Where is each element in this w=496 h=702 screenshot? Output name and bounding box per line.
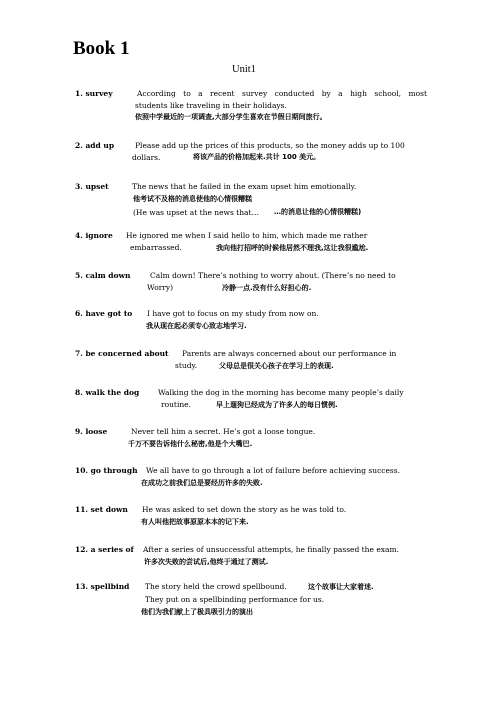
entry-sentence: students like traveling in their holidays. xyxy=(135,101,287,110)
entry-term: 7. be concerned about xyxy=(75,349,169,358)
entry-translation: 千万不要告诉他什么秘密,他是个大嘴巴. xyxy=(128,440,253,448)
entry-translation: 冷静一点.没有什么好担心的. xyxy=(222,284,312,292)
entry-term: 10. go through xyxy=(75,466,138,475)
entry-translation: 依照中学最近的一项调查,大部分学生喜欢在节假日期间旅行。 xyxy=(135,113,327,121)
entry-sentence: According to a recent survey conducted by a high school, most xyxy=(137,89,427,98)
entry-translation: 这个故事让大家着迷. xyxy=(308,583,374,591)
unit-title: Unit1 xyxy=(232,64,256,75)
entry-term: 8. walk the dog xyxy=(75,388,140,397)
entry-translation: 父母总是很关心孩子在学习上的表现. xyxy=(219,362,334,370)
entry-term: 2. add up xyxy=(75,141,115,150)
entry-translation: …的消息让他的心情很糟糕) xyxy=(274,208,362,216)
entry-sentence: dollars. xyxy=(132,153,161,162)
entry-term: 9. loose xyxy=(75,427,108,436)
entry-translation: 许多次失败的尝试后,他终于通过了测试. xyxy=(144,558,269,566)
entry-sentence: Parents are always concerned about our performance in xyxy=(182,349,397,358)
entry-sentence: I have got to focus on my study from now on. xyxy=(147,309,319,318)
entry-translation: 在成功之前我们总是要经历许多的失败. xyxy=(141,479,263,487)
entry-sentence: embarrassed. xyxy=(130,243,182,252)
entry-term: 1. survey xyxy=(75,89,113,98)
entry-sentence: Worry) xyxy=(147,283,174,292)
entry-sentence: They put on a spellbinding performance for us. xyxy=(145,595,325,604)
entry-sentence: We all have to go through a lot of failure before achieving success. xyxy=(146,466,400,475)
entry-term: 4. ignore xyxy=(75,231,113,240)
entry-sentence: The news that he failed in the exam upset him emotionally. xyxy=(132,182,357,191)
entry-term: 13. spellbind xyxy=(75,582,130,591)
entry-sentence: After a series of unsuccessful attempts, he finally passed the exam. xyxy=(143,545,399,554)
entry-sentence: He ignored me when I said hello to him, which made me rather xyxy=(126,231,368,240)
entry-translation: 他考试不及格的消息使他的心情很糟糕 xyxy=(133,195,252,203)
entry-term: 3. upset xyxy=(75,182,109,191)
entry-term: 5. calm down xyxy=(75,271,131,280)
entry-sentence: study. xyxy=(175,361,198,370)
entry-sentence: The story held the crowd spellbound. xyxy=(145,582,287,591)
entry-term: 11. set down xyxy=(75,505,128,514)
entry-sentence: Calm down! There’s nothing to worry about. (There’s no need to xyxy=(150,271,396,280)
entry-translation: 早上遛狗已经成为了许多人的每日惯例. xyxy=(216,401,338,409)
entry-term: 12. a series of xyxy=(75,545,134,554)
entry-sentence: Never tell him a secret. He’s got a loose tongue. xyxy=(131,427,316,436)
entry-translation: 将该产品的价格加起来.共计 100 美元。 xyxy=(193,153,321,161)
book-title: Book 1 xyxy=(73,38,130,59)
entry-translation: 他们为我们献上了极具吸引力的演出 xyxy=(141,608,253,616)
entry-sentence: routine. xyxy=(161,400,191,409)
entry-translation: 我从现在起必须专心致志地学习. xyxy=(146,322,247,330)
entry-sentence: Please add up the prices of this products, so the money adds up to 100 xyxy=(135,141,405,150)
entry-sentence: He was asked to set down the story as he was told to. xyxy=(142,505,347,514)
entry-sentence: (He was upset at the news that… xyxy=(133,208,260,217)
entry-sentence: Walking the dog in the morning has become many people’s daily xyxy=(158,388,404,397)
entry-translation: 有人叫他把故事原原本本的记下来. xyxy=(141,518,249,526)
entry-translation: 我向他打招呼的时候他居然不理我,这让我很尴尬. xyxy=(216,244,369,252)
entry-term: 6. have got to xyxy=(75,309,133,318)
